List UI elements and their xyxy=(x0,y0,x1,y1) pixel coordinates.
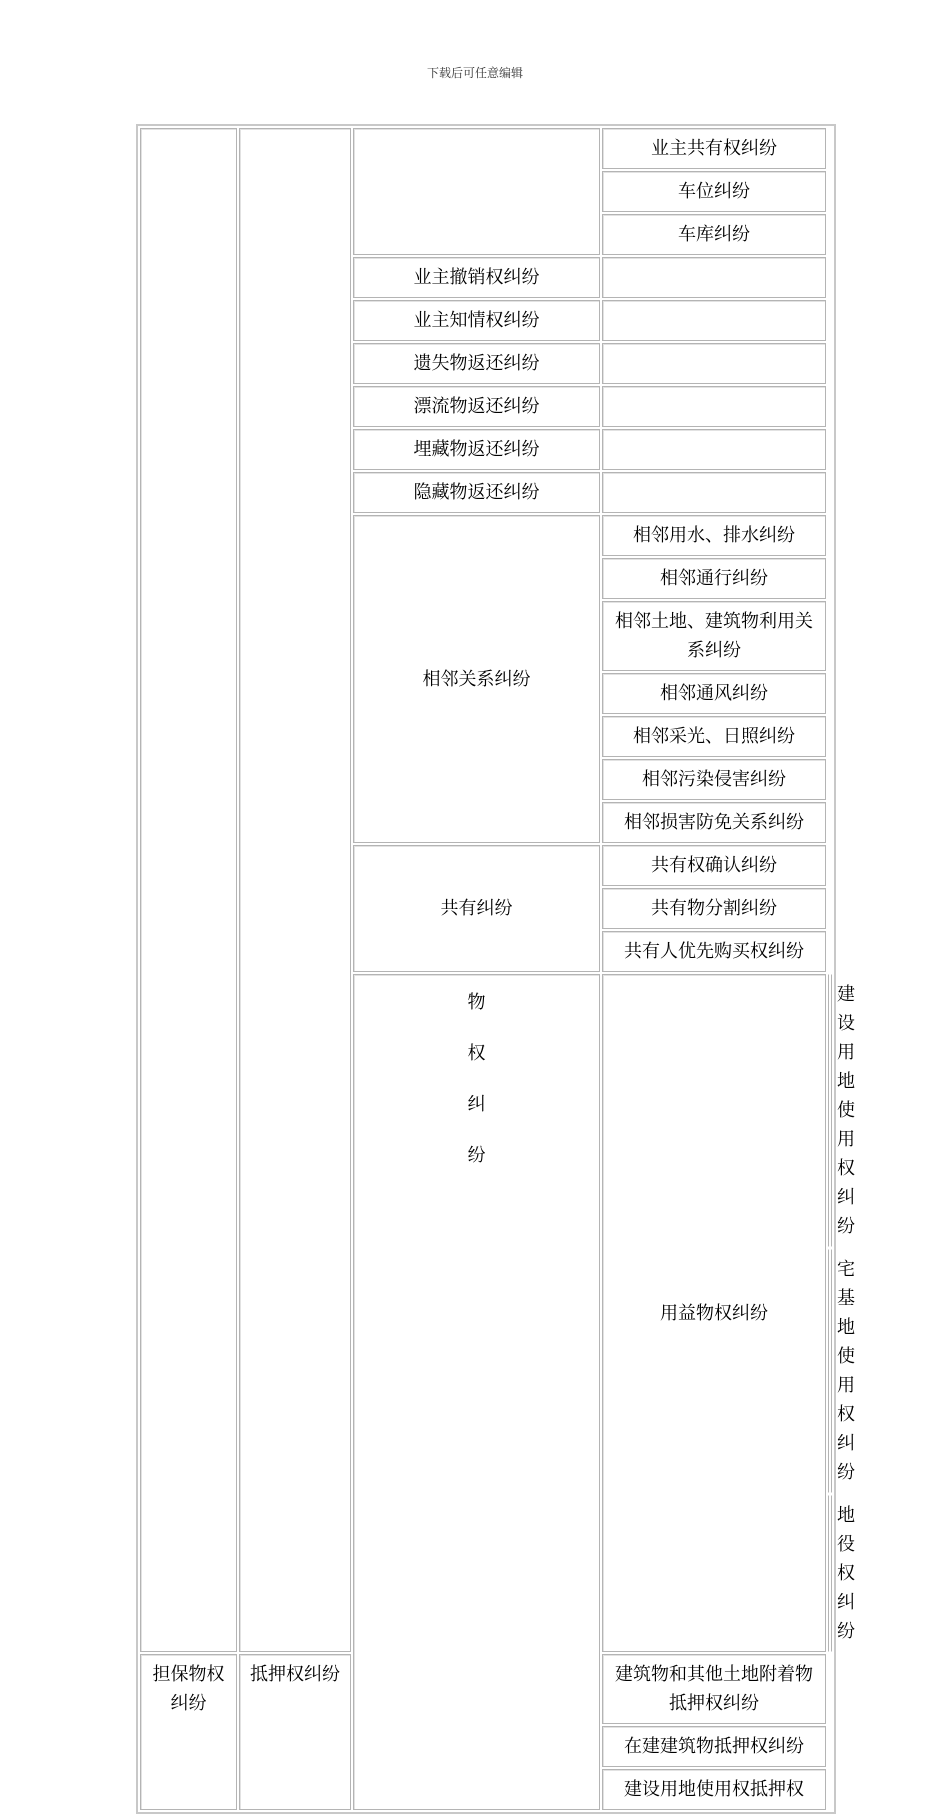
dispute-classification-table xyxy=(136,124,855,1814)
sub-type-cell-empty xyxy=(831,1249,832,1493)
category-char: 纷 xyxy=(467,1145,486,1166)
sub-type-cell: 相邻用水、排水纠纷 xyxy=(602,515,826,556)
sub-type-cell-empty xyxy=(602,300,826,341)
table-row xyxy=(140,128,832,169)
sub-type-cell-empty xyxy=(831,974,832,1247)
subcategory-cell-security: 担保物权纠纷 xyxy=(140,1654,237,1810)
type-cell: 漂流物返还纠纷 xyxy=(353,386,600,427)
sub-type-cell: 相邻土地、建筑物利用关系纠纷 xyxy=(602,601,826,671)
subcategory-cell-empty xyxy=(239,128,351,1652)
subcategory-cell-usufruct: 用益物权纠纷 xyxy=(602,974,826,1652)
type-cell: 埋藏物返还纠纷 xyxy=(353,429,600,470)
sub-type-cell: 共有权确认纠纷 xyxy=(602,845,826,886)
type-cell: 建设用地使用权纠纷 xyxy=(828,974,829,1247)
type-cell: 隐藏物返还纠纷 xyxy=(353,472,600,513)
sub-type-cell: 相邻采光、日照纠纷 xyxy=(602,716,826,757)
sub-type-cell: 建设用地使用权抵押权 xyxy=(602,1769,826,1810)
type-cell-co-owned: 共有纠纷 xyxy=(353,845,600,972)
category-char: 纠 xyxy=(467,1094,486,1115)
sub-type-cell-empty xyxy=(602,257,826,298)
category-cell-empty xyxy=(140,128,237,1652)
sub-type-cell: 共有物分割纠纷 xyxy=(602,888,826,929)
type-cell: 遗失物返还纠纷 xyxy=(353,343,600,384)
sub-type-cell-empty xyxy=(602,472,826,513)
sub-type-cell-empty xyxy=(602,429,826,470)
sub-type-cell: 在建建筑物抵押权纠纷 xyxy=(602,1726,826,1767)
type-cell-empty xyxy=(353,128,600,255)
category-char: 权 xyxy=(467,1043,486,1064)
type-cell: 业主撤销权纠纷 xyxy=(353,257,600,298)
type-cell-neighbor: 相邻关系纠纷 xyxy=(353,515,600,843)
sub-type-cell: 相邻通风纠纷 xyxy=(602,673,826,714)
sub-type-cell-empty xyxy=(602,343,826,384)
page-header: 下载后可任意编辑 xyxy=(426,66,523,80)
sub-type-cell-empty xyxy=(602,386,826,427)
type-cell: 业主知情权纠纷 xyxy=(353,300,600,341)
sub-type-cell-empty xyxy=(831,1495,832,1652)
type-cell: 地役权纠纷 xyxy=(828,1495,829,1652)
sub-type-cell: 业主共有权纠纷 xyxy=(602,128,826,169)
sub-type-cell: 建筑物和其他土地附着物抵押权纠纷 xyxy=(602,1654,826,1724)
sub-type-cell: 车位纠纷 xyxy=(602,171,826,212)
sub-type-cell: 车库纠纷 xyxy=(602,214,826,255)
type-cell-mortgage: 抵押权纠纷 xyxy=(239,1654,351,1810)
sub-type-cell: 相邻污染侵害纠纷 xyxy=(602,759,826,800)
sub-type-cell: 相邻损害防免关系纠纷 xyxy=(602,802,826,843)
category-cell-property-rights xyxy=(353,974,600,1810)
type-cell: 宅基地使用权纠纷 xyxy=(828,1249,829,1493)
sub-type-cell: 共有人优先购买权纠纷 xyxy=(602,931,826,972)
category-char: 物 xyxy=(467,992,486,1013)
sub-type-cell: 相邻通行纠纷 xyxy=(602,558,826,599)
